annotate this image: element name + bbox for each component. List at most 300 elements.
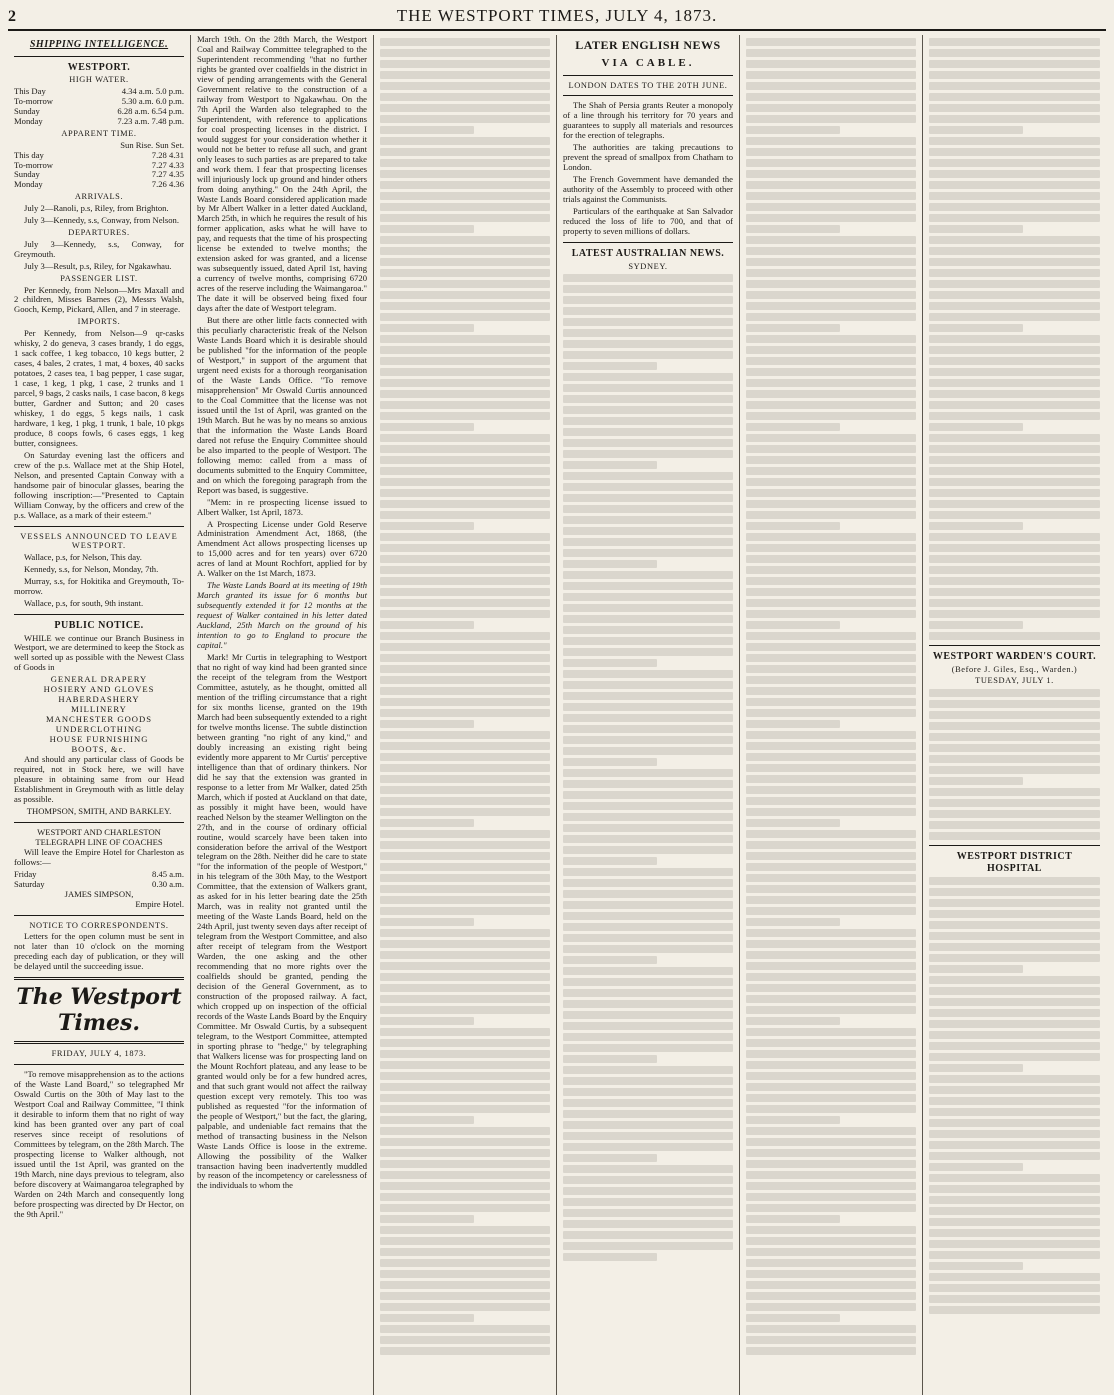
text-line-placeholder — [380, 203, 550, 211]
text-line-placeholder — [563, 758, 657, 766]
london-dates: LONDON DATES TO THE 20TH JUNE. — [568, 80, 728, 90]
text-line-placeholder — [746, 687, 916, 695]
text-line-placeholder — [746, 885, 916, 893]
text-line-placeholder — [563, 604, 733, 612]
text-line-placeholder — [746, 1226, 916, 1234]
text-line-placeholder — [746, 896, 916, 904]
goods-item: HABERDASHERY — [58, 694, 140, 705]
text-line-placeholder — [929, 38, 1100, 46]
text-line-placeholder — [746, 1259, 916, 1267]
text-line-placeholder — [380, 555, 550, 563]
text-line-placeholder — [380, 1314, 474, 1322]
text-line-placeholder — [929, 192, 1100, 200]
text-line-placeholder — [929, 755, 1100, 763]
text-line-placeholder — [563, 318, 733, 326]
columns — [8, 35, 1106, 1395]
text-line-placeholder — [929, 522, 1023, 530]
text-line-placeholder — [746, 379, 916, 387]
text-line-placeholder — [563, 1198, 733, 1206]
text-line-placeholder — [746, 357, 916, 365]
text-line-placeholder — [746, 478, 916, 486]
text-line-placeholder — [929, 313, 1100, 321]
text-line-placeholder — [380, 1006, 550, 1014]
text-line-placeholder — [746, 1105, 916, 1113]
english-news-heading: LATER ENGLISH NEWS — [575, 38, 721, 52]
text-line-placeholder — [380, 852, 550, 860]
text-line-placeholder — [380, 1347, 550, 1355]
hospital-heading: WESTPORT DISTRICT HOSPITAL — [956, 851, 1073, 874]
text-line-placeholder — [746, 632, 916, 640]
text-line-placeholder — [563, 681, 733, 689]
text-line-placeholder — [929, 599, 1100, 607]
text-line-placeholder — [746, 1149, 916, 1157]
text-line-placeholder — [929, 1284, 1100, 1292]
text-line-placeholder — [746, 731, 916, 739]
text-line-placeholder — [929, 148, 1100, 156]
text-line-placeholder — [380, 962, 550, 970]
text-line-placeholder — [563, 1187, 733, 1195]
coach-times — [14, 870, 184, 890]
text-line-placeholder — [746, 841, 916, 849]
text-line-placeholder — [563, 967, 733, 975]
text-line-placeholder — [563, 670, 733, 678]
text-line-placeholder — [380, 698, 550, 706]
text-line-placeholder — [380, 610, 550, 618]
text-line-placeholder — [929, 610, 1100, 618]
text-line-placeholder — [746, 291, 916, 299]
goods-item: MANCHESTER GOODS — [45, 714, 152, 725]
apparent-cols: Sun Rise. Sun Set. — [120, 139, 184, 150]
text-line-placeholder — [563, 1132, 733, 1140]
text-line-placeholder — [380, 588, 550, 596]
vessels-heading: VESSELS ANNOUNCED TO LEAVE WESTPORT. — [20, 531, 178, 551]
text-line-placeholder — [746, 643, 916, 651]
text-line-placeholder — [746, 104, 916, 112]
text-line-placeholder — [929, 291, 1100, 299]
text-line-placeholder — [380, 324, 474, 332]
text-line-placeholder — [380, 214, 550, 222]
text-line-placeholder — [563, 439, 733, 447]
text-line-placeholder — [563, 1011, 733, 1019]
text-line-placeholder — [380, 951, 550, 959]
text-line-placeholder — [563, 527, 733, 535]
article-text-3: A Prospecting License under Gold Reserve Administration Amendment Act, 1868, (the Amendment Act allows prospecting licenses up to 15,000 acres and for ten years) over 6720 acres of land at Mount Rochfort, applied for by A. Walker on the 1st March, 1873. — [197, 518, 367, 579]
text-line-placeholder — [563, 285, 733, 293]
news-text-2: The authorities are taking precautions to prevent the spread of smallpox from Chatham to London. — [563, 142, 733, 173]
text-line-placeholder — [380, 1138, 550, 1146]
text-line-placeholder — [380, 159, 550, 167]
column-3 — [374, 35, 557, 1395]
correspondents-heading: NOTICE TO CORRESPONDENTS. — [29, 920, 169, 930]
imports-text: Per Kennedy, from Nelson—9 qr-casks whisky, 2 do geneva, 3 cases brandy, 1 do eggs, 1 sack coffee, 1 keg tobacco, 10 kegs butter, 2 cases, 4 bales, 2 crates, 1 mat, 4 boxes, 40 sacks potatoes, 2 cases tea, 1 bag pepper, 1 case sugar, 1 case, 1 keg, 1 pkg, 1 case, 2 trunks and 1 parcel, 9 bags, 2 casks nails, 1 case bacon, 8 kegs butter, Gardner and Sutton; and 20 cases whiskey, 1 do eggs, 5 kegs nails, 1 cask hardware, 1 keg, 1 pkg, 1 trunk, 1 bale, 10 pkgs produce, 8 coops fowls, 6 cases eggs, 1 keg butter, consignees. — [14, 328, 184, 448]
text-line-placeholder — [929, 810, 1100, 818]
text-line-placeholder — [746, 203, 916, 211]
public-notice-text: WHILE we continue our Branch Business in Westport, we are determined to keep the Stock as well sorted up as possible with the Newest Class of Goods in — [14, 632, 184, 673]
text-line-placeholder — [929, 159, 1100, 167]
text-line-placeholder — [563, 1231, 733, 1239]
text-line-placeholder — [380, 709, 550, 717]
article-text-5: Mark! Mr Curtis in telegraphing to Westport that no right of way kind had been granted since the receipt of the telegram from the Westport Committee, astutely, as he thought, omitted all mention of the trifling circumstance that a right for six months license, granted on the 19th March had been subsequently extended to a right for twelve months license. The subtle distinction between granting "no right of any kind," and doubly increasing an existing right being evidently more apparent to Mr Curtis' perceptive intelligence than that of ordinary thinkers. Nor did he say that the extension was granted in response to a letter from Mr Walker, dated 25th March, which if posted at Auckland on that date, as possibly it might have been, would have reached Nelson by the steamer Wellington on the 27th, and in the course of ordinary official routine, would scarcely have been taken into consideration before the arrival of the Westport telegram on the 28th. Neither did he care to state "for the information of the people of Westport," in his telegram of the 30th May, to the Westport Committee, that the extension of Walkers grant, as asked for in his letter bearing date the 25th March, was in reality not granted until the meeting of the Waste Lands Board, held on the 24th April, just twenty seven days after receipt of telegram from the Westport Committee, and also after receipt of telegram from the Westport Warden, the one asking and the other recommending that no more rights over the coalfields should be granted, pending the decision of the General Government, as to construction of the proposed railway. A fact, which cropped up on inspection of the official records of the Waste Lands Board by the Enquiry Committee. Mr Oswald Curtis, by a subsequent telegram, to the Westport Committee, attempted in sporting phrase to "hedge," by telegraphing that Walkers license was for prospecting land on the Mount Rochfort plateau, and any lease to be granted would only be for a few hundred acres, and that such grant would not affect the railway question except very remotely. This too was published as requested "for the information of the people of Westport," but the fact, the glaring, palpable, and undeniable fact remains that the method of transacting business in the Nelson Waste Lands Office is loose in the extreme. Allowing the possibility of the Walker transaction having been inadvertently muddled by reason of the incompetency or carelessness of the individuals to whom the — [197, 652, 367, 1191]
text-line-placeholder — [563, 1154, 657, 1162]
text-line-placeholder — [380, 313, 550, 321]
text-line-placeholder — [929, 1152, 1100, 1160]
text-line-placeholder — [563, 659, 657, 667]
text-line-placeholder — [929, 456, 1100, 464]
article-memo: "Mem: in re prospecting license issued to Albert Walker, 1st April, 1873. — [197, 496, 367, 517]
text-line-placeholder — [563, 593, 733, 601]
text-line-placeholder — [563, 890, 733, 898]
text-line-placeholder — [563, 1253, 657, 1261]
text-line-placeholder — [746, 1303, 916, 1311]
public-notice-text2: And should any particular class of Goods be required, not in Stock here, we will have pleasure in obtaining same from our Head Establishment in Greymouth with as little delay as possible. — [14, 754, 184, 804]
text-line-placeholder — [380, 1061, 550, 1069]
text-line-placeholder — [929, 93, 1100, 101]
text-line-placeholder — [380, 687, 550, 695]
vessel-item: Wallace, p.s, for south, 9th instant. — [24, 597, 144, 608]
text-line-placeholder — [929, 766, 1100, 774]
text-line-placeholder — [929, 1097, 1100, 1105]
text-line-placeholder — [929, 258, 1100, 266]
text-line-placeholder — [746, 500, 916, 508]
text-line-placeholder — [746, 423, 840, 431]
text-line-placeholder — [380, 1105, 550, 1113]
text-line-placeholder — [380, 390, 550, 398]
text-line-placeholder — [380, 676, 550, 684]
text-line-placeholder — [380, 445, 550, 453]
vessel-item: Kennedy, s.s, for Nelson, Monday, 7th. — [24, 564, 159, 575]
text-line-placeholder — [380, 291, 550, 299]
text-line-placeholder — [929, 711, 1100, 719]
paper-date: FRIDAY, JULY 4, 1873. — [51, 1049, 147, 1059]
text-line-placeholder — [746, 929, 916, 937]
text-line-placeholder — [380, 511, 550, 519]
text-line-placeholder — [746, 280, 916, 288]
text-line-placeholder — [380, 478, 550, 486]
text-line-placeholder — [380, 775, 550, 783]
text-line-placeholder — [929, 733, 1100, 741]
text-line-placeholder — [929, 49, 1100, 57]
text-line-placeholder — [929, 1031, 1100, 1039]
text-line-placeholder — [380, 1149, 550, 1157]
vessels-list — [14, 553, 184, 609]
text-line-placeholder — [746, 907, 916, 915]
text-line-placeholder — [563, 1220, 733, 1228]
text-line-placeholder — [929, 1273, 1100, 1281]
text-line-placeholder — [746, 412, 916, 420]
text-line-placeholder — [746, 830, 916, 838]
article-text-1: March 19th. On the 28th March, the Westport Coal and Railway Committee telegraphed to the Superintendent recommending "that no further rights be granted over coalfields in the district in view of pending arrangements with the General Government relative to the construction of a railway from Westport to Ngakawhau. On the 7th April the Warden also telegraphed to the Superintendent, with reference to applications for coal prospecting licenses in the district. I would suggest for your consideration whether it would not be better to refuse all such, and grant only leases to such parties as are prepared to take and work them. I fear that prospecting licenses will injuriously lock up ground and hinder others from doing anything." On the 24th April, the Waste Lands Board considered application made by Mr Albert Walker in a letter dated Auckland, March 25th, in which he requires the result of his former application, asks what he will have to pay, and requests that the time of his prospecting license be extended to twelve months; the extension asked for was granted, and a license was subsequently issued, dated April 1st, having a currency of twelve months, comprising 6720 acres of the reserve including the Waimangaroa." The date it will be observed being fixed four days after the date of Westport telegram. — [197, 35, 367, 314]
text-line-placeholder — [563, 923, 733, 931]
text-line-placeholder — [563, 1099, 733, 1107]
text-line-placeholder — [746, 720, 840, 728]
text-line-placeholder — [929, 588, 1100, 596]
text-line-placeholder — [746, 1061, 916, 1069]
text-line-placeholder — [380, 753, 550, 761]
text-line-placeholder — [929, 954, 1100, 962]
text-line-placeholder — [929, 71, 1100, 79]
text-line-placeholder — [929, 82, 1100, 90]
arrival-item: July 3—Kennedy, s.s, Conway, from Nelson. — [24, 215, 179, 226]
text-line-placeholder — [929, 280, 1100, 288]
text-line-placeholder — [563, 384, 733, 392]
text-line-placeholder — [380, 1292, 550, 1300]
text-line-placeholder — [929, 998, 1100, 1006]
text-line-placeholder — [929, 910, 1100, 918]
text-line-placeholder — [746, 1336, 916, 1344]
text-line-placeholder — [929, 1306, 1100, 1314]
text-line-placeholder — [746, 49, 916, 57]
text-line-placeholder — [746, 797, 916, 805]
text-line-placeholder — [563, 945, 733, 953]
text-line-placeholder — [746, 346, 916, 354]
text-line-placeholder — [380, 907, 550, 915]
text-line-placeholder — [563, 901, 733, 909]
column-6-mid — [929, 689, 1100, 840]
text-line-placeholder — [929, 1207, 1100, 1215]
text-line-placeholder — [746, 126, 840, 134]
text-line-placeholder — [929, 126, 1023, 134]
text-line-placeholder — [929, 799, 1100, 807]
text-line-placeholder — [380, 1215, 474, 1223]
text-line-placeholder — [746, 445, 916, 453]
text-line-placeholder — [563, 956, 657, 964]
goods-item: HOSIERY AND GLOVES — [43, 684, 155, 695]
text-line-placeholder — [929, 555, 1100, 563]
text-line-placeholder — [746, 456, 916, 464]
text-line-placeholder — [746, 434, 916, 442]
text-line-placeholder — [563, 879, 733, 887]
text-line-placeholder — [380, 368, 550, 376]
text-line-placeholder — [380, 302, 550, 310]
text-line-placeholder — [746, 984, 916, 992]
text-line-placeholder — [929, 511, 1100, 519]
text-line-placeholder — [380, 720, 474, 728]
text-line-placeholder — [380, 896, 550, 904]
text-line-placeholder — [746, 698, 916, 706]
text-line-placeholder — [929, 689, 1100, 697]
goods-item: UNDERCLOTHING — [55, 724, 143, 735]
text-line-placeholder — [746, 269, 916, 277]
text-line-placeholder — [746, 599, 916, 607]
text-line-placeholder — [380, 1094, 550, 1102]
text-line-placeholder — [380, 1050, 550, 1058]
text-line-placeholder — [746, 511, 916, 519]
text-line-placeholder — [563, 1143, 733, 1151]
text-line-placeholder — [929, 777, 1023, 785]
text-line-placeholder — [746, 555, 916, 563]
text-line-placeholder — [746, 335, 916, 343]
text-line-placeholder — [380, 1017, 474, 1025]
masthead — [8, 6, 1106, 31]
text-line-placeholder — [563, 428, 733, 436]
text-line-placeholder — [929, 346, 1100, 354]
text-line-placeholder — [929, 1196, 1100, 1204]
departures-list — [14, 240, 184, 272]
text-line-placeholder — [929, 1053, 1100, 1061]
text-line-placeholder — [746, 665, 916, 673]
text-line-placeholder — [563, 725, 733, 733]
text-line-placeholder — [563, 450, 733, 458]
text-line-placeholder — [746, 863, 916, 871]
text-line-placeholder — [746, 1028, 916, 1036]
text-line-placeholder — [929, 60, 1100, 68]
text-line-placeholder — [380, 170, 550, 178]
text-line-placeholder — [563, 1088, 733, 1096]
text-line-placeholder — [929, 1020, 1100, 1028]
text-line-placeholder — [563, 1022, 733, 1030]
text-line-placeholder — [746, 324, 840, 332]
text-line-placeholder — [380, 1039, 550, 1047]
text-line-placeholder — [929, 368, 1100, 376]
text-line-placeholder — [563, 1077, 733, 1085]
text-line-placeholder — [563, 395, 733, 403]
text-line-placeholder — [563, 835, 733, 843]
text-line-placeholder — [929, 1119, 1100, 1127]
text-line-placeholder — [380, 1237, 550, 1245]
text-line-placeholder — [746, 1292, 916, 1300]
text-line-placeholder — [563, 406, 733, 414]
apparent-time-row: This day 7.28 4.31 — [14, 149, 184, 160]
text-line-placeholder — [563, 703, 733, 711]
text-line-placeholder — [929, 489, 1100, 497]
text-line-placeholder — [746, 1138, 916, 1146]
text-line-placeholder — [929, 357, 1100, 365]
text-line-placeholder — [563, 538, 733, 546]
text-line-placeholder — [380, 1182, 550, 1190]
apparent-time-heading: APPARENT TIME. — [61, 128, 137, 138]
text-line-placeholder — [746, 742, 916, 750]
text-line-placeholder — [563, 494, 733, 502]
high-water-row: Sunday 6.28 a.m. 6.54 p.m. — [14, 105, 184, 116]
text-line-placeholder — [563, 648, 733, 656]
via-cable-heading: VIA CABLE. — [601, 56, 695, 69]
text-line-placeholder — [380, 1226, 550, 1234]
text-line-placeholder — [380, 82, 550, 90]
text-line-placeholder — [563, 461, 657, 469]
text-line-placeholder — [746, 489, 916, 497]
text-line-placeholder — [563, 417, 733, 425]
text-line-placeholder — [929, 1042, 1100, 1050]
text-line-placeholder — [746, 1193, 916, 1201]
text-line-placeholder — [380, 1303, 550, 1311]
apparent-time-row: To-morrow 7.27 4.33 — [14, 159, 184, 170]
page-title: THE WESTPORT TIMES, JULY 4, 1873. — [396, 6, 718, 25]
text-line-placeholder — [929, 434, 1100, 442]
text-line-placeholder — [746, 973, 916, 981]
text-line-placeholder — [929, 566, 1100, 574]
text-line-placeholder — [929, 932, 1100, 940]
goods-item: GENERAL DRAPERY — [50, 674, 148, 685]
text-line-placeholder — [746, 401, 916, 409]
departure-item: July 3—Kennedy, s.s, Conway, for Greymouth. — [14, 238, 184, 259]
text-line-placeholder — [380, 632, 550, 640]
text-line-placeholder — [929, 478, 1100, 486]
text-line-placeholder — [746, 258, 916, 266]
text-line-placeholder — [380, 1116, 474, 1124]
text-line-placeholder — [929, 632, 1100, 640]
paper-title: The Westport Times. — [16, 984, 182, 1036]
text-line-placeholder — [746, 951, 916, 959]
text-line-placeholder — [563, 1242, 733, 1250]
text-line-placeholder — [380, 522, 474, 530]
text-line-placeholder — [380, 192, 550, 200]
text-line-placeholder — [929, 965, 1023, 973]
text-line-placeholder — [746, 1237, 916, 1245]
text-line-placeholder — [746, 522, 840, 530]
arrivals-heading: ARRIVALS. — [74, 192, 124, 202]
text-line-placeholder — [380, 863, 550, 871]
text-line-placeholder — [380, 643, 550, 651]
text-line-placeholder — [929, 700, 1100, 708]
text-line-placeholder — [563, 802, 733, 810]
text-line-placeholder — [929, 744, 1100, 752]
text-line-placeholder — [929, 1141, 1100, 1149]
arrivals-list — [14, 204, 184, 226]
vessel-item: Murray, s.s, for Hokitika and Greymouth, To-morrow. — [14, 576, 184, 596]
text-line-placeholder — [380, 1204, 550, 1212]
page-number: 2 — [8, 8, 16, 25]
text-line-placeholder — [380, 1171, 550, 1179]
text-line-placeholder — [746, 1083, 916, 1091]
text-line-placeholder — [746, 1347, 916, 1355]
text-line-placeholder — [380, 786, 550, 794]
text-line-placeholder — [380, 412, 550, 420]
apparent-time-row: Sunday 7.27 4.35 — [14, 169, 184, 180]
text-line-placeholder — [929, 1229, 1100, 1237]
text-line-placeholder — [746, 918, 840, 926]
text-line-placeholder — [563, 560, 657, 568]
text-line-placeholder — [746, 1270, 916, 1278]
text-line-placeholder — [380, 489, 550, 497]
text-line-placeholder — [380, 401, 550, 409]
text-line-placeholder — [563, 857, 657, 865]
text-line-placeholder — [746, 1094, 916, 1102]
column-4-continued — [563, 274, 733, 1261]
text-line-placeholder — [380, 38, 550, 46]
goods-item: BOOTS, &c. — [71, 744, 127, 755]
text-line-placeholder — [746, 1116, 840, 1124]
text-line-placeholder — [929, 722, 1100, 730]
departure-item: July 3—Result, p.s, Riley, for Ngakawhau. — [24, 260, 172, 271]
text-line-placeholder — [929, 1064, 1023, 1072]
text-line-placeholder — [563, 714, 733, 722]
text-line-placeholder — [563, 516, 733, 524]
text-line-placeholder — [746, 1281, 916, 1289]
column-1 — [8, 35, 191, 1395]
text-line-placeholder — [563, 978, 733, 986]
goods-item: MILLINERY — [71, 704, 127, 715]
text-line-placeholder — [929, 899, 1100, 907]
text-line-placeholder — [380, 357, 550, 365]
text-line-placeholder — [746, 1039, 916, 1047]
text-line-placeholder — [380, 533, 550, 541]
text-line-placeholder — [746, 225, 840, 233]
text-line-placeholder — [380, 258, 550, 266]
column-5 — [740, 35, 923, 1395]
text-line-placeholder — [380, 93, 550, 101]
text-line-placeholder — [563, 1066, 733, 1074]
text-line-placeholder — [380, 137, 550, 145]
text-line-placeholder — [929, 225, 1023, 233]
text-line-placeholder — [746, 940, 916, 948]
text-line-placeholder — [380, 247, 550, 255]
text-line-placeholder — [746, 313, 916, 321]
text-line-placeholder — [563, 373, 733, 381]
text-line-placeholder — [380, 1083, 550, 1091]
text-line-placeholder — [380, 1248, 550, 1256]
arrival-item: July 2—Ranoli, p.s, Riley, from Brighton. — [24, 203, 169, 214]
text-line-placeholder — [563, 307, 733, 315]
